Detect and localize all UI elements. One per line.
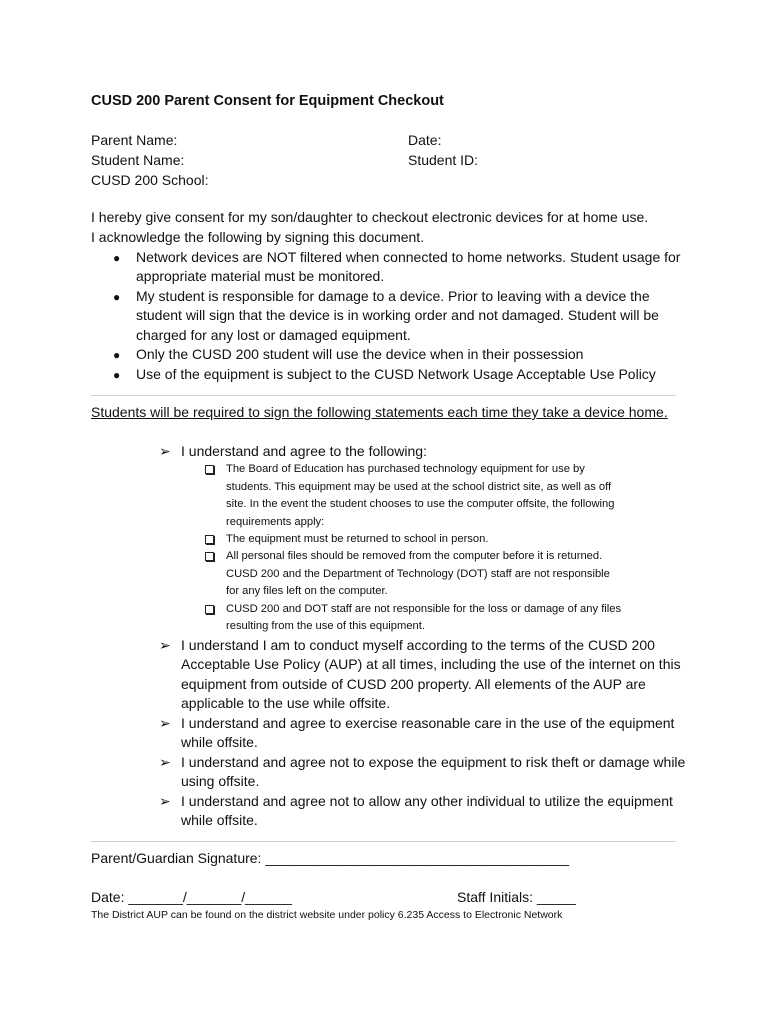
sub-item-text: CUSD 200 and DOT staff are not responsible for the loss or damage of any files [226,603,622,615]
arrow-bullet-icon: ➢ [159,715,171,731]
consent-bullet-text: student will sign that the device is in working order and not damaged. Student will be [136,307,659,323]
statement-text: using offsite. [181,773,260,789]
consent-bullet-text: Only the CUSD 200 student will use the device when in their possession [136,346,584,362]
statement-text: I understand I am to conduct myself according to the terms of the CUSD 200 [181,637,655,653]
statement-text: I understand and agree to the following: [181,443,427,459]
page-title: CUSD 200 Parent Consent for Equipment Checkout [91,93,444,109]
statement-text: applicable to the use while offsite. [181,695,391,711]
statement-text: I understand and agree not to expose the equipment to risk theft or damage while [181,754,686,770]
checkbox-icon [205,465,214,474]
intro-line-1: I hereby give consent for my son/daughter to checkout electronic devices for at home use. [91,209,649,225]
sub-item-text: CUSD 200 and the Department of Technology (DOT) staff are not responsible [226,568,610,580]
statement-text: I understand and agree not to allow any other individual to utilize the equipment [181,793,673,809]
sub-item-text: for any files left on the computer. [226,585,388,597]
sub-item-text: The equipment must be returned to school in person. [226,533,489,545]
date-label: Date: [408,132,442,148]
bullet-icon: ● [113,348,121,362]
sub-item-text: All personal files should be removed from the computer before it is returned. [226,550,603,562]
statement-text: I understand and agree to exercise reasonable care in the use of the equipment [181,715,675,731]
bullet-icon: ● [113,251,121,265]
consent-bullet-text: charged for any lost or damaged equipment. [136,327,411,343]
arrow-bullet-icon: ➢ [159,793,171,809]
student-name-label: Student Name: [91,152,185,168]
statement-text: equipment from outside of CUSD 200 property. All elements of the AUP are [181,676,646,692]
sub-item-text: site. In the event the student chooses to use the computer offsite, the following [226,498,615,510]
sub-item-text: The Board of Education has purchased technology equipment for use by [226,463,585,475]
divider [91,395,676,396]
student-id-label: Student ID: [408,152,479,168]
arrow-bullet-icon: ➢ [159,443,171,459]
statement-text: Acceptable Use Policy (AUP) at all times, including the use of the internet on this [181,656,681,672]
bullet-icon: ● [113,290,121,304]
checkbox-icon [205,535,214,544]
date-line[interactable]: Date: _______/_______/______ [91,889,292,905]
bullet-icon: ● [113,368,121,382]
sub-item-text: students. This equipment may be used at the school district site, as well as off [226,481,612,493]
school-label: CUSD 200 School: [91,172,209,188]
statement-text: while offsite. [181,812,258,828]
consent-bullet-text: appropriate material must be monitored. [136,268,385,284]
divider [91,841,676,842]
consent-bullet-text: Use of the equipment is subject to the CUSD Network Usage Acceptable Use Policy [136,366,656,382]
checkbox-icon [205,552,214,561]
staff-initials-line[interactable]: Staff Initials: _____ [457,889,576,905]
arrow-bullet-icon: ➢ [159,637,171,653]
parent-name-label: Parent Name: [91,132,178,148]
sub-item-text: resulting from the use of this equipment. [226,620,425,632]
students-heading: Students will be required to sign the following statements each time they take a device home. [91,404,668,420]
checkbox-icon [205,605,214,614]
sub-item-text: requirements apply: [226,516,325,528]
intro-line-2: I acknowledge the following by signing this document. [91,229,425,245]
consent-bullet-text: My student is responsible for damage to a device. Prior to leaving with a device the [136,288,650,304]
footer-note: The District AUP can be found on the district website under policy 6.235 Access to Electronic Network [91,909,563,921]
consent-bullet-text: Network devices are NOT filtered when connected to home networks. Student usage for [136,249,681,265]
statement-text: while offsite. [181,734,258,750]
arrow-bullet-icon: ➢ [159,754,171,770]
signature-line[interactable]: Parent/Guardian Signature: _______________________________________ [91,850,569,866]
